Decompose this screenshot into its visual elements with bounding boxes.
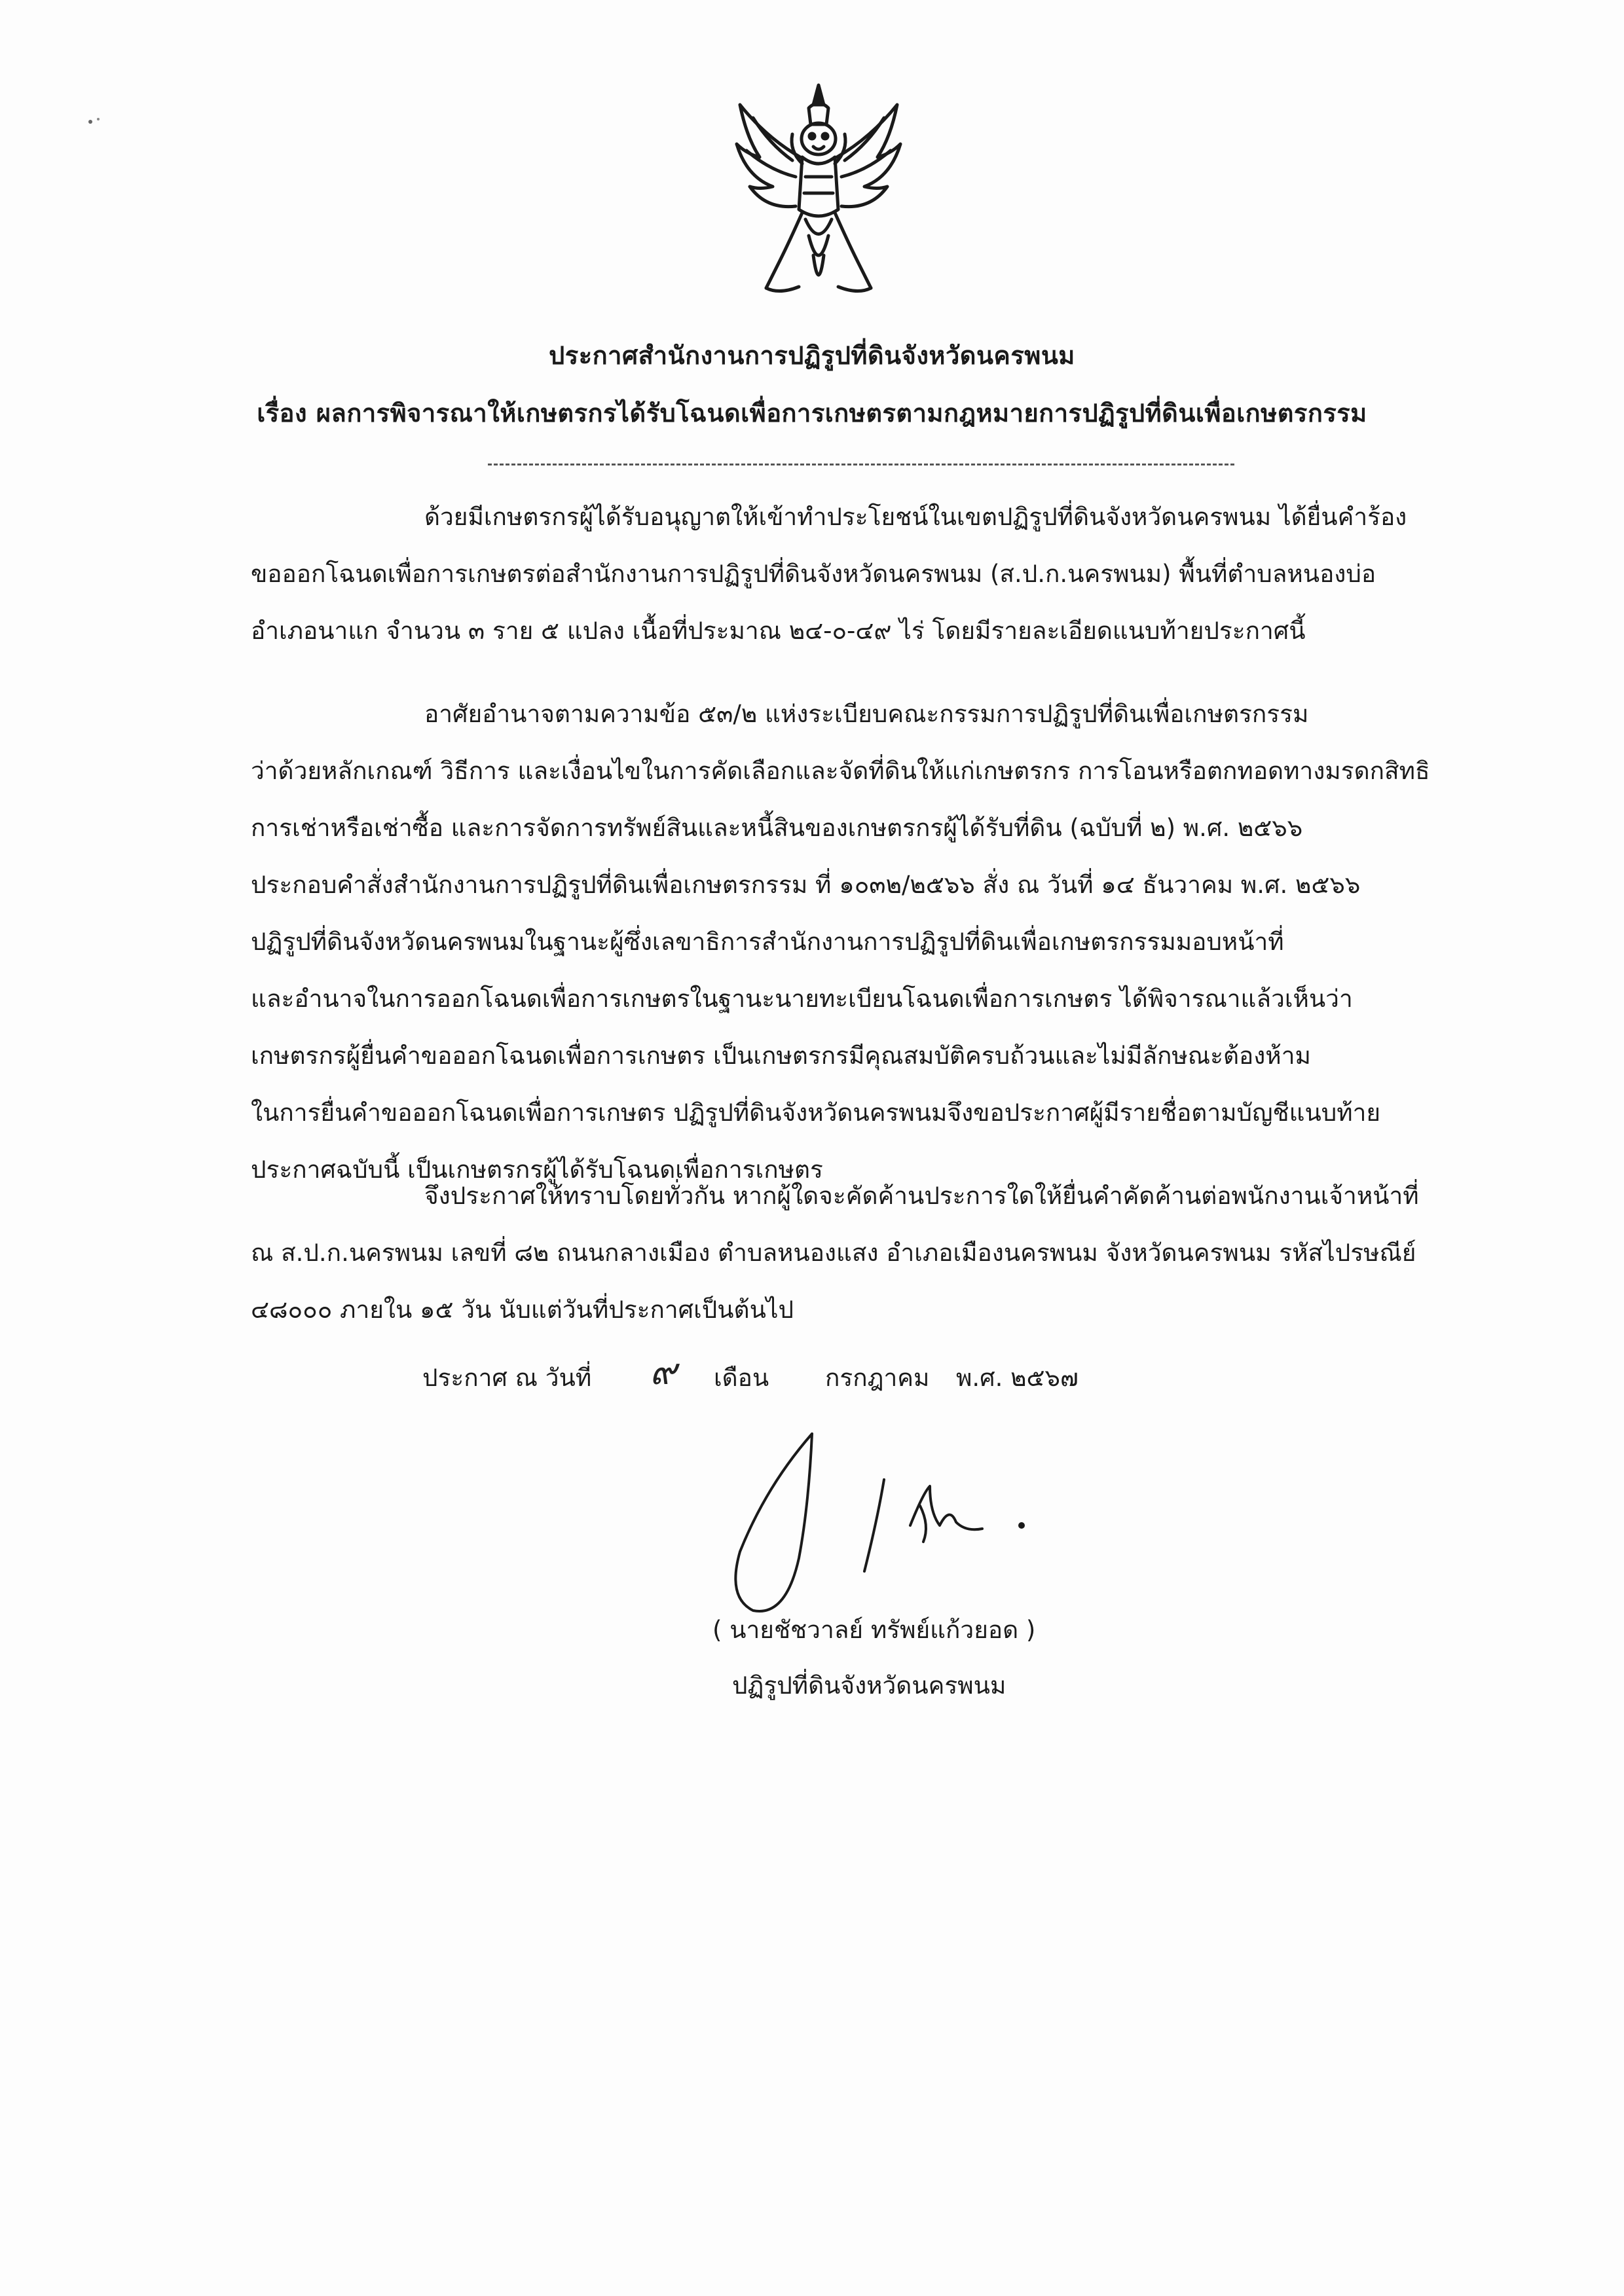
p2-line-6: และอำนาจในการออกโฉนดเพื่อการเกษตรในฐานะนายทะเบียนโฉนดเพื่อการเกษตร ได้พิจารณาแล้วเห็นว่า xyxy=(251,985,1353,1013)
p2-line-8: ในการยื่นคำขอออกโฉนดเพื่อการเกษตร ปฏิรูปที่ดินจังหวัดนครพนมจึงขอประกาศผู้มีรายชื่อตามบัญชีแนบท้าย xyxy=(251,1099,1381,1127)
handwritten-signature xyxy=(714,1427,1054,1624)
signatory-position: ปฏิรูปที่ดินจังหวัดนครพนม xyxy=(732,1671,1006,1700)
date-year: พ.ศ. ๒๕๖๗ xyxy=(956,1364,1079,1392)
date-day-handwritten: ๙ xyxy=(650,1351,677,1393)
date-month: กรกฎาคม xyxy=(825,1364,930,1392)
title-divider xyxy=(488,464,1234,465)
p2-line-1: อาศัยอำนาจตามความข้อ ๕๓/๒ แห่งระเบียบคณะกรรมการปฏิรูปที่ดินเพื่อเกษตรกรรม xyxy=(424,700,1309,728)
announcement-title: ประกาศสำนักงานการปฏิรูปที่ดินจังหวัดนครพนม xyxy=(549,341,1075,370)
scan-speck xyxy=(86,115,105,126)
p3-line-1: จึงประกาศให้ทราบโดยทั่วกัน หากผู้ใดจะคัดค้านประการใดให้ยื่นคำคัดค้านต่อพนักงานเจ้าหน้าที่ xyxy=(424,1182,1419,1210)
p3-line-3: ๔๘๐๐๐ ภายใน ๑๕ วัน นับแต่วันที่ประกาศเป็นต้นไป xyxy=(251,1296,794,1324)
p2-line-2: ว่าด้วยหลักเกณฑ์ วิธีการ และเงื่อนไขในการคัดเลือกและจัดที่ดินให้แก่เกษตรกร การโอนหรือตกทอดทางมรดกสิทธิ xyxy=(251,757,1430,785)
p1-line-3: อำเภอนาแก จำนวน ๓ ราย ๕ แปลง เนื้อที่ประมาณ ๒๔-๐-๔๙ ไร่ โดยมีรายละเอียดแนบท้ายประกาศนี้ xyxy=(251,617,1306,645)
p1-line-1: ด้วยมีเกษตรกรผู้ได้รับอนุญาตให้เข้าทำประโยชน์ในเขตปฏิรูปที่ดินจังหวัดนครพนม ได้ยื่นคำร้อง xyxy=(424,503,1407,531)
p1-line-2: ขอออกโฉนดเพื่อการเกษตรต่อสำนักงานการปฏิรูปที่ดินจังหวัดนครพนม (ส.ป.ก.นครพนม) พื้นที่ตำบลหนองบ่อ xyxy=(251,560,1376,588)
signatory-name: ( นายชัชวาลย์ ทรัพย์แก้วยอด ) xyxy=(712,1616,1036,1644)
date-prefix: ประกาศ ณ วันที่ xyxy=(422,1364,592,1392)
p2-line-9: ประกาศฉบับนี้ เป็นเกษตรกรผู้ได้รับโฉนดเพื่อการเกษตร xyxy=(251,1156,823,1184)
p3-line-2: ณ ส.ป.ก.นครพนม เลขที่ ๘๒ ถนนกลางเมือง ตำบลหนองแสง อำเภอเมืองนครพนม จังหวัดนครพนม รหัสไปรษณีย์ xyxy=(251,1239,1416,1267)
p2-line-5: ปฏิรูปที่ดินจังหวัดนครพนมในฐานะผู้ซึ่งเลขาธิการสำนักงานการปฏิรูปที่ดินเพื่อเกษตรกรรมมอบหน้าที่ xyxy=(251,928,1284,956)
garuda-emblem-icon xyxy=(727,79,910,308)
announcement-subject: เรื่อง ผลการพิจารณาให้เกษตรกรได้รับโฉนดเพื่อการเกษตรตามกฎหมายการปฏิรูปที่ดินเพื่อเกษตรกรรม xyxy=(257,399,1367,428)
date-month-label: เดือน xyxy=(714,1364,769,1392)
p2-line-4: ประกอบคำสั่งสำนักงานการปฏิรูปที่ดินเพื่อเกษตรกรรม ที่ ๑๐๓๒/๒๕๖๖ สั่ง ณ วันที่ ๑๔ ธันวาคม พ.ศ. ๒๕๖๖ xyxy=(251,871,1361,899)
p2-line-3: การเช่าหรือเช่าซื้อ และการจัดการทรัพย์สินและหนี้สินของเกษตรกรผู้ได้รับที่ดิน (ฉบับที่ ๒) พ.ศ. ๒๕๖๖ xyxy=(251,814,1303,842)
p2-line-7: เกษตรกรผู้ยื่นคำขอออกโฉนดเพื่อการเกษตร เป็นเกษตรกรมีคุณสมบัติครบถ้วนและไม่มีลักษณะต้องห้าม xyxy=(251,1042,1311,1070)
